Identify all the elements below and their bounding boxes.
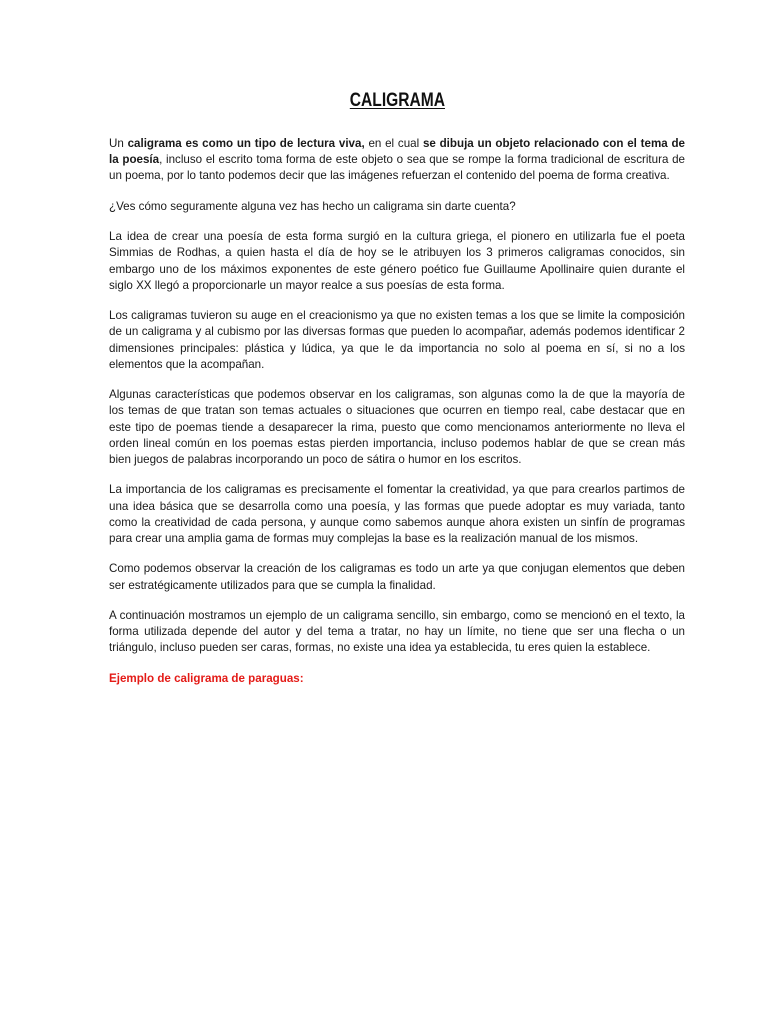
intro-text-3: , incluso el escrito toma forma de este objeto o sea que se rompe la forma tradicional de escritura de un poema, por lo tanto podemos decir que las imágenes refuerzan el contenido del poema de forma creativa. [109, 153, 685, 183]
paragraph-example-intro: A continuación mostramos un ejemplo de un caligrama sencillo, sin embargo, como se mencionó en el texto, la forma utilizada depende del autor y del tema a tratar, no hay un límite, no tiene que ser una flecha o un triángulo, incluso pueden ser caras, formas, no existe una idea ya establecida, tu eres quien la establece. [109, 608, 685, 655]
paragraph-movements: Los caligramas tuvieron su auge en el creacionismo ya que no existen temas a los que se limite la composición de un caligrama y al cubismo por las diversas formas que pueden lo acompañar, además podemos identificar 2 dimensiones principales: plástica y lúdica, ya que le da importancia no solo al poema en sí, si no a los elementos que la acompañan. [109, 309, 685, 371]
document-body [109, 136, 685, 701]
intro-text-2: en el cual [364, 137, 423, 150]
intro-text-1: Un [109, 137, 128, 150]
document-title: CALIGRAMA [349, 90, 446, 111]
paragraph-importance: La importancia de los caligramas es precisamente el fomentar la creatividad, ya que para crearlos partimos de una idea básica que se desarrolla como una poesía, y las formas que puede adoptar es muy variada, tanto como la creatividad de cada persona, y aunque como sabemos aunque ahora existen un sinfín de programas para crear una amplia gama de formas muy complejas la base es la realización manual de los mismos. [109, 483, 685, 545]
paragraph-origin: La idea de crear una poesía de esta forma surgió en la cultura griega, el pionero en utilizarla fue el poeta Simmias de Rodhas, a quien hasta el día de hoy se le atribuyen los 3 primeros caligramas conocidos, sin embargo uno de los máximos exponentes de este género poético fue Guillaume Apollinaire quien durante el siglo XX llegó a proporcionarle un mayor realce a sus poesías de esta forma. [109, 230, 685, 292]
intro-bold-2: se dibuja un objeto relacionado con el tema de la poesía [109, 137, 685, 167]
paragraph-art: Como podemos observar la creación de los caligramas es todo un arte ya que conjugan elementos que deben ser estratégicamente utilizados para que se cumpla la finalidad. [109, 562, 685, 592]
example-heading: Ejemplo de caligrama de paraguas: [109, 671, 304, 685]
paragraph-characteristics: Algunas características que podemos observar en los caligramas, son algunas como la de que la mayoría de los temas de que tratan son temas actuales o situaciones que ocurren en tiempo real, cabe destacar que en este tipo de poemas tiende a desaparecer la rima, puesto que como mencionamos anteriormente no lleva el orden lineal común en los poemas estas pierden importancia, incluso podemos hablar de que se crean más bien juegos de palabras incorporando un poco de sátira o humor en los escritos. [109, 388, 685, 466]
intro-bold-1: caligrama es como un tipo de lectura viva, [127, 137, 365, 150]
paragraph-question: ¿Ves cómo seguramente alguna vez has hecho un caligrama sin darte cuenta? [109, 199, 516, 213]
intro-paragraph [109, 136, 685, 185]
